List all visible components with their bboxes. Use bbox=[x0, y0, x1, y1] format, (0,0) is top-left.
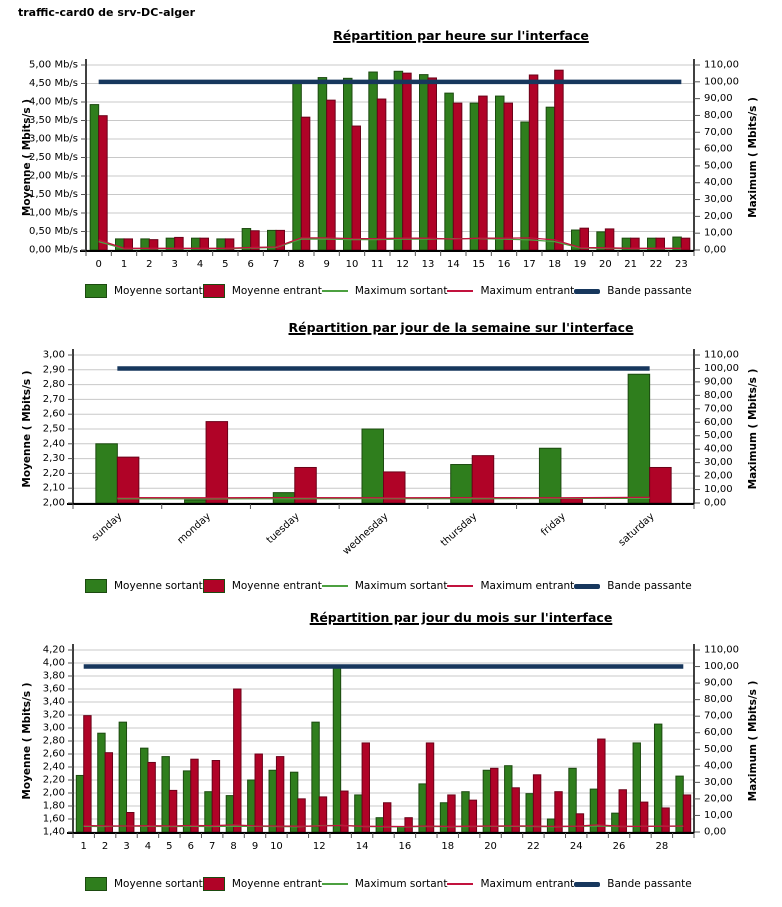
svg-text:monday: monday bbox=[175, 511, 214, 547]
hourly-chart-title: Répartition par heure sur l'interface bbox=[333, 28, 589, 43]
svg-text:0,00: 0,00 bbox=[704, 244, 727, 256]
legend-label: Maximum sortant bbox=[354, 878, 448, 890]
legend-item-maximum-sortant bbox=[322, 285, 448, 297]
svg-text:Moyenne ( Mbits/s ): Moyenne ( Mbits/s ) bbox=[21, 98, 33, 217]
svg-text:20: 20 bbox=[598, 259, 612, 270]
svg-text:100,00: 100,00 bbox=[704, 76, 739, 88]
svg-text:0: 0 bbox=[95, 259, 102, 270]
moyenne-sortant-swatch bbox=[85, 284, 107, 298]
svg-text:14: 14 bbox=[355, 841, 369, 852]
svg-text:60,00: 60,00 bbox=[704, 727, 733, 739]
hourly-chart bbox=[0, 52, 782, 280]
maximum-sortant-swatch bbox=[322, 883, 348, 885]
legend-label: Bande passante bbox=[607, 580, 692, 592]
moyenne-sortant-swatch bbox=[85, 579, 107, 593]
maximum-entrant-swatch bbox=[447, 585, 473, 587]
svg-text:60,00: 60,00 bbox=[704, 416, 733, 428]
svg-text:70,00: 70,00 bbox=[704, 126, 733, 138]
svg-text:3,00: 3,00 bbox=[42, 722, 65, 734]
svg-text:4: 4 bbox=[196, 259, 204, 270]
legend-item-moyenne-sortant bbox=[85, 284, 203, 298]
svg-text:5: 5 bbox=[166, 841, 173, 852]
svg-text:2,40: 2,40 bbox=[42, 761, 65, 773]
svg-text:10,00: 10,00 bbox=[704, 809, 733, 821]
svg-text:2: 2 bbox=[101, 841, 109, 852]
svg-text:sunday: sunday bbox=[90, 511, 125, 544]
svg-text:70,00: 70,00 bbox=[704, 403, 733, 415]
svg-text:2,80: 2,80 bbox=[42, 379, 65, 391]
svg-text:22: 22 bbox=[649, 259, 663, 270]
bande-passante-swatch bbox=[574, 289, 600, 294]
svg-text:2,00: 2,00 bbox=[42, 497, 65, 509]
legend-label: Moyenne sortant bbox=[114, 878, 203, 890]
bande-passante-swatch bbox=[574, 584, 600, 589]
legend-item-bande-passante bbox=[574, 878, 691, 890]
svg-text:100,00: 100,00 bbox=[704, 661, 739, 673]
svg-text:1,00 Mb/s: 1,00 Mb/s bbox=[29, 207, 78, 219]
legend-label: Moyenne entrant bbox=[231, 285, 322, 297]
svg-text:Maximum ( Mbits/s ): Maximum ( Mbits/s ) bbox=[747, 680, 759, 802]
svg-text:2,20: 2,20 bbox=[42, 467, 65, 479]
maximum-entrant-swatch bbox=[447, 290, 473, 292]
svg-text:40,00: 40,00 bbox=[704, 443, 733, 455]
svg-text:0,00: 0,00 bbox=[704, 826, 727, 838]
monthday-chart-legend bbox=[85, 876, 692, 892]
hourly-chart-legend bbox=[85, 283, 692, 299]
svg-text:2,60: 2,60 bbox=[42, 748, 65, 760]
svg-text:1,60: 1,60 bbox=[42, 813, 65, 825]
legend-label: Moyenne entrant bbox=[231, 878, 322, 890]
svg-text:2,60: 2,60 bbox=[42, 408, 65, 420]
svg-text:22: 22 bbox=[527, 841, 540, 852]
svg-text:90,00: 90,00 bbox=[704, 93, 733, 105]
svg-text:20: 20 bbox=[484, 841, 497, 852]
svg-text:6: 6 bbox=[187, 841, 194, 852]
svg-text:3,40: 3,40 bbox=[42, 696, 65, 708]
moyenne-sortant-swatch bbox=[85, 877, 107, 891]
svg-text:2,50 Mb/s: 2,50 Mb/s bbox=[29, 152, 78, 163]
maximum-sortant-swatch bbox=[322, 585, 348, 587]
svg-text:3,00 Mb/s: 3,00 Mb/s bbox=[29, 133, 78, 145]
svg-text:80,00: 80,00 bbox=[704, 389, 733, 401]
svg-text:3,20: 3,20 bbox=[42, 709, 65, 721]
svg-text:3,60: 3,60 bbox=[42, 683, 65, 695]
svg-text:30,00: 30,00 bbox=[704, 194, 733, 206]
svg-text:2,90: 2,90 bbox=[42, 364, 65, 376]
bande-passante-swatch bbox=[574, 882, 600, 887]
svg-text:50,00: 50,00 bbox=[704, 430, 733, 442]
svg-text:110,00: 110,00 bbox=[704, 59, 739, 71]
svg-text:16: 16 bbox=[398, 841, 412, 852]
svg-text:15: 15 bbox=[472, 259, 486, 270]
svg-text:17: 17 bbox=[522, 259, 536, 270]
legend-item-moyenne-sortant bbox=[85, 877, 203, 891]
svg-text:10,00: 10,00 bbox=[704, 227, 733, 239]
monthday-chart-title: Répartition par jour du mois sur l'interface bbox=[309, 610, 613, 625]
svg-text:friday: friday bbox=[539, 511, 568, 539]
svg-text:3,80: 3,80 bbox=[42, 670, 65, 682]
svg-text:6: 6 bbox=[247, 259, 254, 270]
svg-text:10: 10 bbox=[270, 841, 283, 852]
svg-text:1: 1 bbox=[80, 841, 87, 852]
svg-text:1,50 Mb/s: 1,50 Mb/s bbox=[29, 189, 78, 200]
moyenne-entrant-swatch bbox=[203, 284, 225, 298]
legend-label: Maximum entrant bbox=[480, 580, 575, 592]
legend-label: Moyenne sortant bbox=[114, 285, 203, 297]
svg-text:18: 18 bbox=[441, 841, 455, 852]
svg-text:20,00: 20,00 bbox=[704, 210, 733, 222]
svg-text:10: 10 bbox=[345, 259, 359, 270]
legend-item-maximum-entrant bbox=[447, 580, 574, 592]
svg-text:5,00 Mb/s: 5,00 Mb/s bbox=[29, 59, 78, 71]
svg-text:4,00 Mb/s: 4,00 Mb/s bbox=[29, 96, 78, 108]
svg-text:19: 19 bbox=[573, 259, 587, 270]
svg-text:50,00: 50,00 bbox=[704, 160, 733, 172]
svg-text:0,00 Mb/s: 0,00 Mb/s bbox=[29, 244, 78, 256]
svg-text:21: 21 bbox=[624, 259, 638, 270]
legend-label: Moyenne sortant bbox=[114, 580, 203, 592]
legend-item-bande-passante bbox=[574, 580, 691, 592]
svg-text:8: 8 bbox=[230, 841, 237, 852]
svg-text:18: 18 bbox=[548, 259, 562, 270]
weekday-chart bbox=[0, 345, 782, 577]
svg-text:3: 3 bbox=[123, 841, 130, 852]
monthday-chart bbox=[0, 638, 782, 876]
legend-item-moyenne-entrant bbox=[203, 284, 322, 298]
svg-text:2,40: 2,40 bbox=[42, 438, 65, 450]
legend-label: Maximum sortant bbox=[354, 580, 448, 592]
svg-text:20,00: 20,00 bbox=[704, 793, 733, 805]
svg-text:wednesday: wednesday bbox=[340, 511, 391, 558]
svg-text:16: 16 bbox=[497, 259, 511, 270]
svg-text:3,50 Mb/s: 3,50 Mb/s bbox=[29, 115, 78, 126]
svg-text:13: 13 bbox=[421, 259, 435, 270]
svg-text:12: 12 bbox=[312, 841, 326, 852]
svg-text:4,50 Mb/s: 4,50 Mb/s bbox=[29, 78, 78, 89]
svg-text:80,00: 80,00 bbox=[704, 109, 733, 121]
svg-text:28: 28 bbox=[655, 841, 669, 852]
svg-text:5: 5 bbox=[222, 259, 229, 270]
legend-item-maximum-entrant bbox=[447, 285, 574, 297]
svg-text:9: 9 bbox=[323, 259, 330, 270]
svg-text:10,00: 10,00 bbox=[704, 484, 733, 496]
svg-text:20,00: 20,00 bbox=[704, 470, 733, 482]
svg-text:4,00: 4,00 bbox=[42, 657, 65, 669]
svg-text:12: 12 bbox=[396, 259, 410, 270]
svg-text:2,50: 2,50 bbox=[42, 423, 65, 435]
svg-text:1: 1 bbox=[120, 259, 128, 270]
svg-text:1,80: 1,80 bbox=[42, 800, 65, 812]
svg-text:7: 7 bbox=[272, 259, 280, 270]
svg-text:tuesday: tuesday bbox=[264, 511, 302, 547]
svg-text:0,00: 0,00 bbox=[704, 497, 727, 509]
maximum-sortant-swatch bbox=[322, 290, 348, 292]
svg-text:thursday: thursday bbox=[438, 511, 480, 549]
moyenne-entrant-swatch bbox=[203, 579, 225, 593]
svg-text:8: 8 bbox=[298, 259, 305, 270]
maximum-entrant-swatch bbox=[447, 883, 473, 885]
svg-text:3,00: 3,00 bbox=[42, 349, 65, 361]
legend-label: Maximum entrant bbox=[480, 285, 575, 297]
svg-text:11: 11 bbox=[370, 259, 384, 270]
svg-text:Maximum ( Mbits/s ): Maximum ( Mbits/s ) bbox=[747, 368, 759, 490]
legend-label: Maximum entrant bbox=[480, 878, 575, 890]
svg-text:Moyenne ( Mbits/s ): Moyenne ( Mbits/s ) bbox=[21, 682, 33, 800]
svg-text:60,00: 60,00 bbox=[704, 143, 733, 155]
svg-text:2,30: 2,30 bbox=[42, 453, 65, 465]
svg-text:Maximum ( Mbits/s ): Maximum ( Mbits/s ) bbox=[747, 97, 759, 218]
legend-label: Bande passante bbox=[607, 285, 692, 297]
legend-item-moyenne-entrant bbox=[203, 579, 322, 593]
svg-text:90,00: 90,00 bbox=[704, 376, 733, 388]
svg-text:2,00 Mb/s: 2,00 Mb/s bbox=[29, 170, 78, 182]
weekday-chart-title: Répartition par jour de la semaine sur l'interface bbox=[288, 320, 634, 335]
legend-item-maximum-entrant bbox=[447, 878, 574, 890]
legend-item-maximum-sortant bbox=[322, 580, 448, 592]
svg-text:2,70: 2,70 bbox=[42, 393, 65, 405]
svg-text:Moyenne ( Mbits/s ): Moyenne ( Mbits/s ) bbox=[21, 370, 33, 488]
svg-text:100,00: 100,00 bbox=[704, 362, 739, 374]
svg-text:7: 7 bbox=[209, 841, 216, 852]
legend-item-bande-passante bbox=[574, 285, 691, 297]
svg-text:50,00: 50,00 bbox=[704, 743, 733, 755]
svg-text:90,00: 90,00 bbox=[704, 677, 733, 689]
svg-text:9: 9 bbox=[251, 841, 259, 852]
svg-text:14: 14 bbox=[446, 259, 460, 270]
svg-text:110,00: 110,00 bbox=[704, 349, 739, 361]
svg-text:24: 24 bbox=[569, 841, 583, 852]
svg-text:1,40: 1,40 bbox=[42, 826, 65, 838]
svg-text:0,50 Mb/s: 0,50 Mb/s bbox=[29, 226, 78, 237]
svg-text:30,00: 30,00 bbox=[704, 457, 733, 469]
page-title: traffic-card0 de srv-DC-alger bbox=[18, 6, 196, 19]
svg-text:26: 26 bbox=[612, 841, 626, 852]
legend-item-moyenne-entrant bbox=[203, 877, 322, 891]
svg-text:2: 2 bbox=[146, 259, 153, 270]
svg-text:2,80: 2,80 bbox=[42, 735, 65, 747]
svg-text:30,00: 30,00 bbox=[704, 776, 733, 788]
svg-text:23: 23 bbox=[674, 259, 688, 270]
svg-text:4,20: 4,20 bbox=[42, 644, 65, 656]
svg-text:110,00: 110,00 bbox=[704, 644, 739, 656]
svg-text:saturday: saturday bbox=[616, 511, 657, 549]
legend-label: Moyenne entrant bbox=[231, 580, 322, 592]
legend-label: Bande passante bbox=[607, 878, 692, 890]
weekday-chart-legend bbox=[85, 578, 692, 594]
svg-text:4: 4 bbox=[144, 841, 152, 852]
svg-text:40,00: 40,00 bbox=[704, 760, 733, 772]
legend-item-maximum-sortant bbox=[322, 878, 448, 890]
moyenne-entrant-swatch bbox=[203, 877, 225, 891]
svg-text:2,20: 2,20 bbox=[42, 774, 65, 786]
svg-text:40,00: 40,00 bbox=[704, 177, 733, 189]
svg-text:2,10: 2,10 bbox=[42, 482, 65, 494]
svg-text:3: 3 bbox=[171, 259, 178, 270]
svg-text:80,00: 80,00 bbox=[704, 694, 733, 706]
legend-label: Maximum sortant bbox=[354, 285, 448, 297]
legend-item-moyenne-sortant bbox=[85, 579, 203, 593]
svg-text:2,00: 2,00 bbox=[42, 787, 65, 799]
svg-text:70,00: 70,00 bbox=[704, 710, 733, 722]
